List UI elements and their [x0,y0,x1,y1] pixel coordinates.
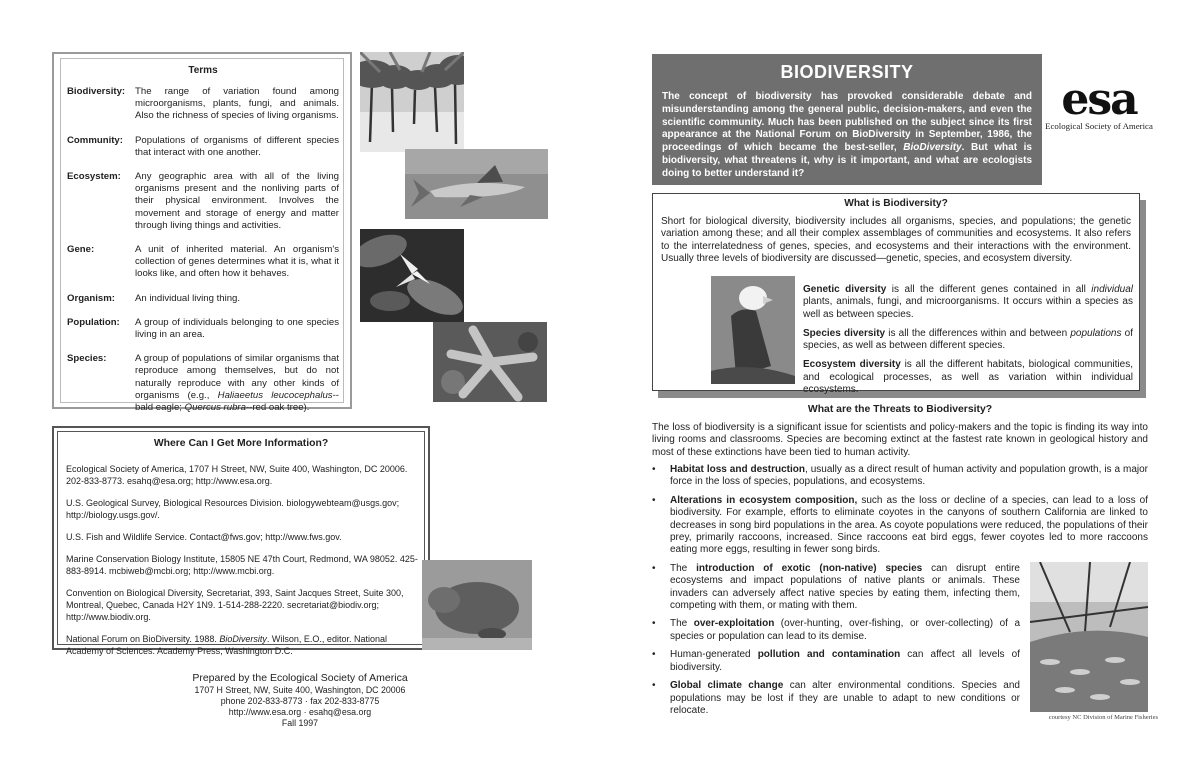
term-definition: The range of variation found among microorganisms, plants, fungi, and animals. Also the richness of species of living organisms. [135,86,339,122]
threat-body: such as the loss or decline of a species, can lead to a loss of biodiversity. For example, efforts to eliminate coyotes in the canyons of southern California are linked to decreases in song bird populations in the area. As coyote populations were reduced, the populations of their prey, primarily raccoons, increased. Since raccoons eat bird eggs, fewer coyotes led to more raccoons eating more eggs, resulting in fewer song birds. [670,494,1149,556]
book-title: BioDiversity [903,142,962,154]
bald-eagle-photo [711,276,795,384]
scientific-name: Haliaeetus leucocephalus [217,389,333,401]
book-title: BioDiversity [219,634,267,644]
threat-label: Alterations in ecosystem composition, [670,494,858,506]
term-definition: A unit of inherited material. An organism's collection of genes determines what it is, what it looks like, and often how it behaves. [135,244,339,280]
term-name: Ecosystem: [67,171,121,183]
palm-forest-photo [360,52,464,152]
shark-photo [405,149,548,219]
trillium-photo [360,229,464,322]
info-item-esa: Ecological Society of America, 1707 H Street, NW, Suite 400, Washington, DC 20006. 202-833-8773. esahq@esa.org; http://www.esa.org. [66,464,408,486]
diversity-types [803,284,1133,403]
scientific-name: Quercus rubra [184,402,246,414]
bullet-icon: • [652,562,656,574]
diversity-label: Genetic diversity [803,284,887,295]
threat-text [670,680,1020,717]
prepared-line: Prepared by the Ecological Society of America [192,672,408,684]
threat-body: can affect all levels of biodiversity. [670,649,1020,673]
phone-line: phone 202-833-8773 · fax 202-833-8775 [220,696,380,706]
definition-text: A group of populations of similar organisms that reproduce among themselves, but do not naturally reproduce with any other kinds of organisms (e.g., [135,353,339,401]
header-box [652,54,1042,185]
term-definition: Populations of organisms of different species that interact with one another. [135,134,339,158]
terms-inner [60,58,344,414]
intro-text: The concept of biodiversity has provoked considerable debate and misunderstanding among the general public, decision-makers, and even the scientific community. Much has been published on the subject since its first appearance at the National Forum on BioDiversity in September, 1986, the proceedings of which became the best-seller, [662,91,1032,154]
date-line: Fall 1997 [281,718,319,728]
threat-item [652,495,1148,557]
threat-prefix: The [670,562,697,574]
section-title: What is Biodiversity? [844,198,948,209]
threat-label: Global climate change [670,680,784,692]
diversity-label: Species diversity [803,327,886,339]
esa-name: Ecological Society of America [1045,121,1153,131]
species-diversity [803,328,1133,353]
term-population [67,317,339,341]
term-community [67,135,339,159]
threat-prefix: The [670,618,694,630]
diversity-text: is all the different habitats, biological communities, and ecological processes, as well as variation within individual ecosystems. [803,359,1133,396]
threats-intro: The loss of biodiversity is a significant issue for scientists and policy-makers and the topic is finding its way into living rooms and classrooms. Species are becoming extinct at the fastest rate known in geological history and most of these extinctions have been tied to human activity. [652,422,1148,458]
threat-item [652,464,1148,489]
threat-label: over-exploitation [693,618,775,630]
term-species [67,353,339,414]
threat-body: , usually as a direct result of human activity and population growth, is a major force in the loss of species, populations, and ecosystems. [670,464,1148,488]
header-intro [662,91,1032,181]
emphasis: populations [1070,327,1122,339]
intro-text: . But what is biodiversity, what threatens it, why is it important, and what are ecologists doing to better understand it? [662,142,1032,179]
section-title: What are the Threats to Biodiversity? [807,404,993,415]
term-definition: An individual living thing. [135,292,241,304]
info-item-fws: U.S. Fish and Wildlife Service. Contact@fws.gov; http://www.fws.gov. [66,532,342,542]
genetic-diversity [803,284,1133,321]
info-item-mcbi: Marine Conservation Biology Institute, 15805 NE 47th Court, Redmond, WA 98052. 425-883-8914. mcbiweb@mcbi.org; http://www.mcbi.org. [66,554,418,576]
diversity-text: plants, animals, fungi, and microorganisms. It occurs within a species as well as between species. [803,296,1133,320]
what-intro: Short for biological diversity, biodiversity includes all organisms, species, and populations; the genetic variation among these; and all their complex assemblages of communities and ecosystems. It also refers to the interrelatedness of genes, species, and ecosystems and their interactions with the environment. Usually three levels of biodiversity are discussed—genetic, species, and ecosystem diversity. [661,216,1131,265]
threat-label: Habitat loss and destruction [670,464,805,475]
terms-title: Terms [188,65,218,76]
page-title: BIODIVERSITY [780,62,914,82]
term-name: Species: [67,353,107,365]
forum-text: National Forum on BioDiversity. 1988. [66,634,220,644]
bullet-icon: • [652,680,656,692]
term-name: Population: [67,316,120,328]
definition-text: --red oak tree). [245,402,310,414]
info-item-usgs: U.S. Geological Survey, Biological Resources Division. biologywebteam@usgs.gov; http://biology.usgs.gov/. [66,498,400,520]
esa-logo [1044,74,1154,140]
diversity-text: of species, as well as between different species. [803,327,1134,352]
threat-body: can alter environmental conditions. Species and populations may be lost if they are unable to adapt to new conditions or relocate. [670,680,1020,716]
info-title: Where Can I Get More Information? [153,438,329,449]
esa-logo-icon: esa [1061,74,1137,125]
term-name: Community: [67,134,123,146]
info-box [52,426,430,656]
term-name: Biodiversity: [67,86,126,97]
what-is-biodiversity-box [652,193,1140,396]
bullet-icon: • [652,649,656,661]
terms-box [52,52,352,414]
threat-prefix: Human-generated [670,649,758,661]
term-gene [67,244,339,281]
diversity-label: Ecosystem diversity [803,359,901,371]
threat-body: (over-hunting, over-fishing, or over-collecting) of a species or population can lead to its demise. [670,618,1021,642]
term-definition [135,353,339,414]
term-definition: Any geographic area with all of the living organisms present and the nonliving parts of their physical environment. Involves the movement and storage of energy and matter through living things and activities. [135,171,339,231]
term-ecosystem [67,171,339,232]
threat-text [670,495,1148,557]
threat-label: pollution and contamination [757,649,901,661]
term-biodiversity [67,86,339,123]
address-line: 1707 H Street, NW, Suite 400, Washington, DC 20006 [194,685,406,695]
term-name: Organism: [67,292,115,304]
forum-text: . Wilson, E.O., editor. National Academy of Sciences. Academy Press, Washington D.C. [66,634,387,656]
starfish-photo [433,322,547,402]
bullet-icon: • [652,618,656,630]
threat-text [670,464,1148,489]
term-organism [67,293,339,305]
definition-text: --bald eagle; [135,389,339,414]
diversity-text: is all the differences within and between [885,327,1071,339]
emphasis: individual [1091,284,1133,295]
info-inner [57,431,425,656]
bullet-icon: • [652,464,656,475]
threat-body: can disrupt entire ecosystems and impact populations of native plants or animals. These invaders can adversely affect native species by eating them, infecting them, competing with them, or mating with them. [670,562,1020,612]
info-item-cbd: Convention on Biological Diversity, Secretariat, 393, Saint Jacques Street, Suite 300, Montreal, Quebec, Canada H2Y 1N9. 1-514-288-2220. secretariat@biodiv.org; http://www.biodiv.org. [66,588,404,622]
web-line: http://www.esa.org · esahq@esa.org [228,707,372,717]
threat-text [670,649,1020,674]
bullet-icon: • [652,494,656,506]
term-name: Gene: [67,244,95,256]
diversity-text: is all the different genes contained in all [886,284,1092,295]
ecosystem-diversity [803,359,1133,396]
manatee-photo [422,560,532,650]
threat-text [670,563,1020,613]
photo-credit: courtesy NC Division of Marine Fisheries [1048,714,1158,721]
fish-catch-photo [1030,562,1148,712]
prepared-by [150,672,450,729]
threat-text [670,618,1020,643]
threat-label: introduction of exotic (non-native) species [696,562,923,574]
info-item-forum [66,633,426,657]
term-definition: A group of individuals belonging to one species living in an area. [135,316,339,341]
